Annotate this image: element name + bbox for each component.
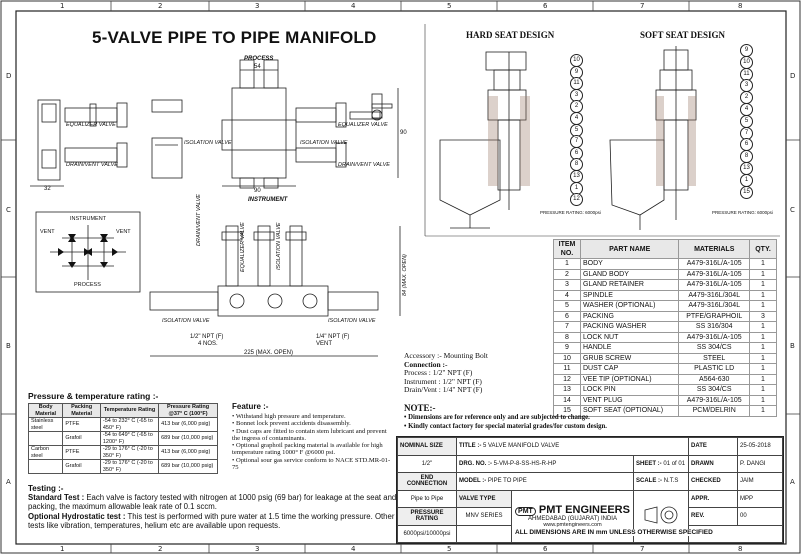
pt-pressure: 413 bar (6,000 psig) [159, 446, 218, 460]
part-qty: 1 [750, 259, 777, 270]
callout-balloon: 11 [570, 77, 583, 90]
part-item-no: 7 [554, 322, 581, 333]
title-block [396, 436, 784, 544]
part-qty: 3 [750, 311, 777, 322]
parts-col-item: ITEM NO. [554, 240, 581, 259]
pt-pressure: 689 bar (10,000 psig) [159, 432, 218, 446]
part-material: A479-316L/A-105 [679, 395, 750, 406]
part-name: SOFT SEAT (OPTIONAL) [581, 406, 679, 417]
pt-col-pressure: Pressure Rating @37° C (100°F) [159, 404, 218, 418]
pressure-rating-label: PRESSURE RATING [398, 508, 457, 526]
callout-balloon: 1 [570, 182, 583, 195]
parts-row [554, 301, 777, 312]
side-isolation-label-right: ISOLATION VALVE [328, 318, 376, 324]
hard-seat-rating: PRESSURE RATING: 6000psi [540, 210, 601, 215]
npt-right-1: 1/4" NPT (F) [316, 334, 350, 340]
part-name: DUST CAP [581, 364, 679, 375]
parts-row [554, 332, 777, 343]
callout-balloon: 10 [740, 56, 753, 69]
scale-cell: SCALE :- N.T.S [634, 473, 689, 491]
part-name: VENT PLUG [581, 395, 679, 406]
process-label: PROCESS [244, 56, 274, 62]
part-item-no: 11 [554, 364, 581, 375]
equalizer-valve-label: EQUALIZER VALVE [66, 122, 116, 128]
dim-90-width: 90 [254, 188, 261, 194]
callout-balloon: 3 [570, 89, 583, 102]
side-view-drawing [150, 226, 400, 356]
pt-packing: Grafoil [63, 432, 101, 446]
callout-balloon: 7 [740, 127, 753, 140]
part-item-no: 4 [554, 290, 581, 301]
zone-col-7-bottom: 7 [640, 545, 645, 553]
zone-col-7: 7 [640, 2, 645, 10]
note-item: • Kindly contact factory for special material grades/for custom design. [404, 422, 607, 430]
company-address: AHMEDABAD (GUJARAT) INDIA [528, 516, 617, 523]
part-qty: 1 [750, 322, 777, 333]
part-material: SS 304/CS [679, 343, 750, 354]
parts-row [554, 385, 777, 396]
drawn-value: P. DANGI [738, 455, 783, 473]
hydro-test-label: Optional Hydrostatic test : [28, 511, 126, 521]
pt-body-material: Stainless steel [29, 418, 63, 432]
parts-col-qty: QTY. [750, 240, 777, 259]
callout-balloon: 2 [740, 91, 753, 104]
callout-balloon: 11 [740, 68, 753, 81]
callout-balloon: 8 [740, 150, 753, 163]
pt-row [29, 460, 218, 474]
parts-row [554, 364, 777, 375]
zone-row-c: C [6, 206, 11, 214]
process-connection: Process : 1/2" NPT (F) [404, 368, 473, 378]
feature-item: • Dust caps are fitted to contain stem lubricant and prevent the ingress of contaminants. [232, 427, 387, 442]
hydro-test-text: This test is performed with pure water at 1.5 time the working pressure. Other tests like vibration, temperatures, helium etc are available upon requests. [28, 511, 395, 531]
part-name: LOCK NUT [581, 332, 679, 343]
zone-row-b-right: B [790, 342, 795, 350]
instrument-connection: Instrument : 1/2" NPT (F) [404, 376, 482, 386]
part-material: SS 304/CS [679, 385, 750, 396]
zone-col-5: 5 [447, 2, 452, 10]
features-list [232, 413, 392, 471]
zone-row-b: B [6, 342, 11, 350]
part-material: PLASTIC LD [679, 364, 750, 375]
part-item-no: 15 [554, 406, 581, 417]
part-qty: 1 [750, 353, 777, 364]
drg-cell: DRG. NO. :- 5-VM-P-8-SS-HS-R-HP [457, 455, 634, 473]
callout-balloon: 2 [570, 100, 583, 113]
rev-label: REV. [689, 508, 738, 526]
company-logo: PMT [515, 507, 536, 516]
pt-col-packing: Packing Material [63, 404, 101, 418]
pt-temperature: -54 to 649° C (-65 to 1200° F) [100, 432, 158, 446]
zone-row-d: D [6, 72, 12, 80]
part-item-no: 10 [554, 353, 581, 364]
drain-vent-valve-label: DRAIN/VENT VALVE [66, 162, 118, 168]
part-material: A564-630 [679, 374, 750, 385]
model-cell: MODEL :- PIPE TO PIPE [457, 473, 634, 491]
drain-vent-valve-label-right: DRAIN/VENT VALVE [338, 162, 390, 168]
hard-seat-drawing [440, 52, 526, 228]
model-value: PIPE TO PIPE [487, 478, 527, 485]
schematic-vent-right: VENT [116, 229, 131, 235]
pt-col-body: Body Material [29, 404, 63, 418]
dim-225-max-open: 225 (MAX. OPEN) [244, 350, 294, 356]
pressure-temp-title: Pressure & temperature rating :- [28, 391, 159, 401]
side-isolation-label-v: ISOLATION VALVE [276, 222, 282, 270]
soft-seat-rating: PRESSURE RATING: 6000psi [712, 210, 773, 215]
part-item-no: 6 [554, 311, 581, 322]
parts-col-name: PART NAME [581, 240, 679, 259]
part-material: A479-316L/A-105 [679, 280, 750, 291]
zone-col-4: 4 [351, 2, 356, 10]
part-name: HANDLE [581, 343, 679, 354]
part-qty: 1 [750, 290, 777, 301]
part-qty: 1 [750, 280, 777, 291]
schematic-process: PROCESS [74, 282, 101, 288]
sheet-value: 01 of 01 [663, 460, 686, 467]
part-item-no: 9 [554, 343, 581, 354]
checked-value: JAIM [738, 473, 783, 491]
pt-col-temp: Temperature Rating [100, 404, 158, 418]
part-item-no: 14 [554, 395, 581, 406]
standard-test-label: Standard Test : [28, 493, 85, 502]
part-item-no: 2 [554, 269, 581, 280]
parts-row [554, 322, 777, 333]
part-item-no: 3 [554, 280, 581, 291]
pt-packing: Grafoil [63, 460, 101, 474]
part-qty: 1 [750, 301, 777, 312]
parts-table [553, 239, 777, 417]
part-material: A479-316L/A-105 [679, 259, 750, 270]
parts-row [554, 311, 777, 322]
part-qty: 1 [750, 364, 777, 375]
drg-value: 5-VM-P-8-SS-HS-R-HP [493, 460, 557, 467]
feature-item: • Withstand high pressure and temperature. [232, 413, 346, 420]
callout-balloon: 6 [570, 147, 583, 160]
pt-row [29, 446, 218, 460]
accessory-block [404, 352, 488, 395]
schematic-instrument: INSTRUMENT [70, 216, 107, 222]
part-item-no: 8 [554, 332, 581, 343]
callout-balloon: 9 [740, 44, 753, 57]
part-item-no: 13 [554, 385, 581, 396]
callout-balloon: 8 [570, 158, 583, 171]
callout-balloon: 3 [740, 79, 753, 92]
zone-col-6: 6 [543, 2, 548, 10]
standard-test-text: Each valve is factory tested with nitrogen at 1000 psig (69 bar) for leakage at the seat and packing, the maximum allowable leak rate of 0.1 sccm. [28, 493, 397, 512]
note-item: • Dimensions are for reference only and are subjected to change. [404, 414, 590, 421]
part-name: GRUB SCREW [581, 353, 679, 364]
rev-value: 00 [738, 508, 783, 526]
part-name: VEE TIP (OPTIONAL) [581, 374, 679, 385]
part-material: A479-316L/304L [679, 301, 750, 312]
part-qty: 1 [750, 343, 777, 354]
isolation-valve-label-left: ISOLATION VALVE [184, 140, 232, 146]
parts-col-materials: MATERIALS [679, 240, 750, 259]
accessory-line: Accessory :- Mounting Bolt [404, 351, 488, 360]
part-qty: 1 [750, 406, 777, 417]
callout-balloon: 12 [570, 193, 583, 206]
part-qty: 1 [750, 269, 777, 280]
connection-line: Connection :- [404, 359, 448, 369]
part-material: PTFE/GRAPHOIL [679, 311, 750, 322]
feature-item: • Bonnet lock prevent accidents disassembly. [232, 420, 351, 428]
date-value: 25-05-2018 [738, 438, 783, 456]
callout-balloon: 5 [570, 124, 583, 137]
pt-temperature: -29 to 176° C (-20 to 350° F) [100, 446, 158, 460]
instrument-label: INSTRUMENT [248, 197, 288, 203]
company-website: www.pmtengineers.com [543, 522, 602, 529]
parts-row [554, 353, 777, 364]
pt-temperature: -54 to 232° C (-65 to 450° F) [100, 418, 158, 432]
schematic-vent-left: VENT [40, 229, 55, 235]
part-name: PACKING WASHER [581, 322, 679, 333]
parts-row [554, 395, 777, 406]
npt-left-1: 1/2" NPT (F) [190, 334, 224, 340]
pt-packing: PTFE [63, 446, 101, 460]
callout-balloon: 10 [570, 54, 583, 67]
soft-seat-drawing [610, 46, 696, 230]
drain-connection: Drain/Vent : 1/4" NPT (F) [404, 385, 483, 395]
dim-84-max-open: 84 (MAX. OPEN) [402, 254, 408, 296]
sheet-cell: SHEET :- 01 of 01 [634, 455, 689, 473]
title-cell: TITLE :- 5 VALVE MANIFOLD VALVE [457, 438, 689, 456]
equalizer-valve-label-right: EQUALIZER VALVE [338, 122, 388, 128]
zone-col-8: 8 [738, 2, 743, 10]
zone-col-5-bottom: 5 [447, 545, 452, 553]
appr-label: APPR. [689, 490, 738, 508]
zone-row-c-right: C [790, 206, 795, 214]
drawing-title: 5-VALVE PIPE TO PIPE MANIFOLD [92, 28, 377, 47]
valve-type-label: VALVE TYPE [457, 490, 512, 508]
part-name: GLAND BODY [581, 269, 679, 280]
appr-value: MPP [738, 490, 783, 508]
checked-label: CHECKED [689, 473, 738, 491]
parts-row [554, 290, 777, 301]
part-material: A479-316L/A-105 [679, 332, 750, 343]
zone-row-a-right: A [790, 478, 795, 486]
zone-col-6-bottom: 6 [543, 545, 548, 553]
pressure-rating-value: 6000psi/10000psi [398, 525, 457, 543]
parts-row [554, 374, 777, 385]
dim-90-height: 90 [400, 130, 407, 136]
soft-seat-title: SOFT SEAT DESIGN [640, 30, 726, 40]
part-material: STEEL [679, 353, 750, 364]
part-item-no: 5 [554, 301, 581, 312]
part-qty: 1 [750, 374, 777, 385]
pt-row [29, 418, 218, 432]
feature-item: • Optional graphoil packing material is available for high temperature rating 1000° F @6000 psi. [232, 442, 383, 457]
zone-col-3: 3 [255, 2, 260, 10]
company-name: PMT ENGINEERS [538, 504, 630, 517]
notes-title: NOTE:- [404, 403, 436, 413]
callout-balloon: 4 [570, 112, 583, 125]
testing-text [28, 493, 398, 531]
nominal-size-label: NOMINAL SIZE [398, 438, 457, 456]
dim-54: 54 [254, 64, 261, 70]
callout-balloon: 13 [570, 170, 583, 183]
end-connection-value: Pipe to Pipe [398, 490, 457, 508]
pt-body-material: Carbon steel [29, 446, 63, 460]
part-item-no: 1 [554, 259, 581, 270]
callout-balloon: 4 [740, 103, 753, 116]
dim-32: 32 [44, 186, 51, 192]
end-connection-label: END CONNECTION [398, 473, 457, 491]
part-material: A479-316L/A-105 [679, 269, 750, 280]
side-equalizer-label: EQUALIZER VALVE [240, 222, 246, 272]
part-name: PACKING [581, 311, 679, 322]
part-name: SPINDLE [581, 290, 679, 301]
parts-row [554, 269, 777, 280]
callout-balloon: 6 [740, 138, 753, 151]
pressure-temp-table [28, 403, 218, 474]
zone-col-3-bottom: 3 [255, 545, 260, 553]
side-drain-vent-label: DRAIN/VENT VALVE [196, 194, 202, 246]
zone-col-4-bottom: 4 [351, 545, 356, 553]
pt-packing: PTFE [63, 418, 101, 432]
zone-col-1-bottom: 1 [60, 545, 65, 553]
zone-col-2: 2 [158, 2, 163, 10]
part-name: WASHER (OPTIONAL) [581, 301, 679, 312]
parts-row [554, 280, 777, 291]
zone-col-8-bottom: 8 [738, 545, 743, 553]
drawn-label: DRAWN [689, 455, 738, 473]
side-isolation-label-left: ISOLATION VALVE [162, 318, 210, 324]
parts-row [554, 259, 777, 270]
valve-type-value: MNV SERIES [457, 508, 512, 526]
part-material: SS 316/304 [679, 322, 750, 333]
zone-row-a: A [6, 478, 11, 486]
pt-pressure: 413 bar (6,000 psig) [159, 418, 218, 432]
dimensions-footer: ALL DIMENSIONS ARE IN mm UNLESS OTHERWISE SPECIFIED [515, 529, 713, 536]
zone-col-2-bottom: 2 [158, 545, 163, 553]
part-qty: 1 [750, 385, 777, 396]
part-name: LOCK PIN [581, 385, 679, 396]
testing-title: Testing :- [28, 484, 64, 493]
part-name: GLAND RETAINER [581, 280, 679, 291]
npt-right-2: VENT [316, 341, 333, 347]
features-title: Feature :- [232, 402, 269, 411]
part-material: A479-316L/304L [679, 290, 750, 301]
feature-item: • Optional sour gas service conform to NACE STD.MR-01-75 [232, 456, 391, 472]
part-name: BODY [581, 259, 679, 270]
title-value: 5 VALVE MANIFOLD VALVE [483, 443, 560, 450]
date-label: DATE [689, 438, 738, 456]
part-qty: 1 [750, 395, 777, 406]
callout-balloon: 5 [740, 115, 753, 128]
callout-balloon: 1 [740, 174, 753, 187]
nominal-size-value: 1/2" [398, 455, 457, 473]
pt-body-material [29, 432, 63, 446]
callout-balloon: 13 [740, 162, 753, 175]
pt-temperature: -29 to 176° C (-20 to 350° F) [100, 460, 158, 474]
zone-col-1: 1 [60, 2, 65, 10]
isolation-valve-label-right: ISOLATION VALVE [300, 140, 348, 146]
callout-balloon: 9 [570, 66, 583, 79]
zone-row-d-right: D [790, 72, 796, 80]
notes-list [404, 414, 607, 431]
pt-pressure: 689 bar (10,000 psig) [159, 460, 218, 474]
pt-body-material [29, 460, 63, 474]
npt-left-2: 4 NOS. [198, 341, 218, 347]
part-item-no: 12 [554, 374, 581, 385]
part-qty: 1 [750, 332, 777, 343]
projection-icon [641, 504, 681, 526]
scale-value: N.T.S [663, 478, 679, 485]
part-material: PCM/DELRIN [679, 406, 750, 417]
callout-balloon: 15 [740, 186, 753, 199]
callout-balloon: 7 [570, 135, 583, 148]
parts-row [554, 343, 777, 354]
hard-seat-title: HARD SEAT DESIGN [466, 30, 555, 40]
pt-row [29, 432, 218, 446]
